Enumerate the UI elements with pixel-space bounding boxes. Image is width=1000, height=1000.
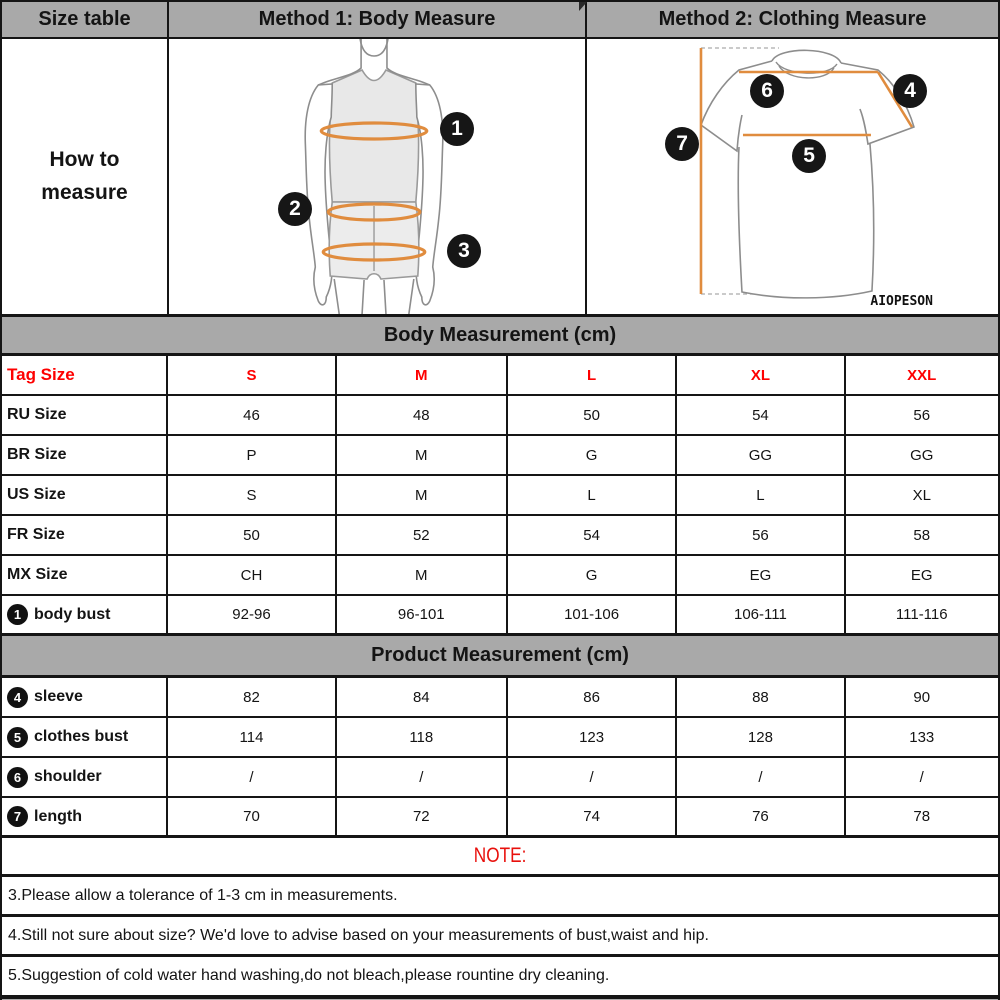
cell: XL bbox=[912, 486, 931, 504]
body-figure-drawing bbox=[169, 39, 585, 314]
note-item-5: 5.Suggestion of cold water hand washing,do not bleach,please rountine dry cleaning. bbox=[2, 957, 998, 999]
table-row-br-size bbox=[2, 436, 998, 476]
cell: 111-116 bbox=[895, 606, 948, 623]
circled-6-icon: 6 bbox=[7, 767, 28, 788]
cell: 106-111 bbox=[677, 596, 845, 633]
cell: 128 bbox=[677, 718, 845, 756]
cell: 52 bbox=[337, 516, 508, 554]
cell: EG bbox=[910, 566, 933, 584]
cell: / bbox=[919, 768, 924, 786]
row-label: 4 sleeve bbox=[2, 678, 168, 716]
method1-header: Method 1: Body Measure bbox=[169, 2, 587, 37]
row-label: 5 clothes bust bbox=[2, 718, 168, 756]
circled-1-icon: 1 bbox=[7, 604, 28, 625]
product-measurement-title: Product Measurement (cm) bbox=[2, 636, 998, 678]
cell: 123 bbox=[508, 718, 677, 756]
size-col-xxl: XXL bbox=[907, 366, 937, 384]
cell: 54 bbox=[508, 516, 677, 554]
cell: 56 bbox=[677, 516, 845, 554]
cell: 72 bbox=[337, 798, 508, 835]
table-row-clothes-bust bbox=[2, 718, 998, 758]
top-header-row bbox=[2, 2, 998, 39]
cell: 46 bbox=[168, 396, 336, 434]
row-label: RU Size bbox=[2, 396, 168, 434]
cell: G bbox=[508, 556, 677, 594]
cell: EG bbox=[677, 556, 845, 594]
illustration-row bbox=[2, 39, 998, 317]
cell: 70 bbox=[168, 798, 336, 835]
cell: / bbox=[337, 758, 508, 796]
marker-5-bust: 5 bbox=[792, 139, 826, 173]
size-col-m: M bbox=[337, 356, 508, 394]
note-title-row bbox=[2, 838, 998, 877]
corner-notch bbox=[579, 2, 587, 11]
body-measure-illustration bbox=[169, 39, 587, 314]
row-label: FR Size bbox=[2, 516, 168, 554]
marker-2-waist: 2 bbox=[278, 192, 312, 226]
row-label: US Size bbox=[2, 476, 168, 514]
circled-4-icon: 4 bbox=[7, 687, 28, 708]
row-label: 6 shoulder bbox=[2, 758, 168, 796]
cell: CH bbox=[168, 556, 336, 594]
table-row-length bbox=[2, 798, 998, 838]
cell: 86 bbox=[508, 678, 677, 716]
how-to-measure-label: How to measure bbox=[41, 147, 128, 204]
row-label: 1 body bust bbox=[2, 596, 168, 633]
cell: 84 bbox=[337, 678, 508, 716]
cell: / bbox=[677, 758, 845, 796]
table-row-mx-size bbox=[2, 556, 998, 596]
cell: P bbox=[168, 436, 336, 474]
marker-3-hip: 3 bbox=[447, 234, 481, 268]
cell: 74 bbox=[508, 798, 677, 835]
size-col-s: S bbox=[168, 356, 336, 394]
table-row-fr-size bbox=[2, 516, 998, 556]
how-to-measure-cell bbox=[2, 39, 169, 314]
marker-4-sleeve: 4 bbox=[893, 74, 927, 108]
marker-6-shoulder: 6 bbox=[750, 74, 784, 108]
note-item-4: 4.Still not sure about size? We'd love to advise based on your measurements of bust,waist and hip. bbox=[2, 917, 998, 957]
cell: GG bbox=[677, 436, 845, 474]
cell: S bbox=[168, 476, 336, 514]
cell: 118 bbox=[337, 718, 508, 756]
cell: M bbox=[337, 436, 508, 474]
cell: 50 bbox=[168, 516, 336, 554]
cell: 90 bbox=[913, 688, 931, 706]
cell: L bbox=[677, 476, 845, 514]
tag-size-label: Tag Size bbox=[2, 356, 168, 394]
table-row-shoulder bbox=[2, 758, 998, 798]
cell: G bbox=[508, 436, 677, 474]
cell: L bbox=[508, 476, 677, 514]
cell: M bbox=[337, 556, 508, 594]
cell: 58 bbox=[913, 526, 931, 544]
cell: 92-96 bbox=[168, 596, 336, 633]
cell: 76 bbox=[677, 798, 845, 835]
table-row-ru-size bbox=[2, 396, 998, 436]
table-row-sleeve bbox=[2, 678, 998, 718]
cell: / bbox=[168, 758, 336, 796]
cell: M bbox=[337, 476, 508, 514]
size-col-l: L bbox=[508, 356, 677, 394]
row-label: MX Size bbox=[2, 556, 168, 594]
note-title: NOTE: bbox=[473, 844, 527, 867]
cell: 101-106 bbox=[508, 596, 677, 633]
size-table-header: Size table bbox=[2, 2, 169, 37]
cell: 82 bbox=[168, 678, 336, 716]
row-label: 7 length bbox=[2, 798, 168, 835]
cell: 54 bbox=[677, 396, 845, 434]
cell: 96-101 bbox=[337, 596, 508, 633]
cell: GG bbox=[910, 446, 934, 464]
cell: 50 bbox=[508, 396, 677, 434]
brand-text: AIOPESON bbox=[870, 293, 933, 310]
clothing-measure-illustration bbox=[587, 39, 998, 314]
cell: 78 bbox=[913, 808, 931, 825]
method2-header: Method 2: Clothing Measure bbox=[587, 2, 998, 37]
tag-size-row bbox=[2, 356, 998, 396]
tshirt-drawing bbox=[587, 39, 998, 314]
row-label: BR Size bbox=[2, 436, 168, 474]
note-item-3: 3.Please allow a tolerance of 1-3 cm in measurements. bbox=[2, 877, 998, 917]
circled-5-icon: 5 bbox=[7, 727, 28, 748]
cell: 88 bbox=[677, 678, 845, 716]
circled-7-icon: 7 bbox=[7, 806, 28, 827]
cell: / bbox=[508, 758, 677, 796]
body-measurement-title: Body Measurement (cm) bbox=[2, 317, 998, 356]
cell: 114 bbox=[168, 718, 336, 756]
cell: 56 bbox=[913, 406, 931, 424]
table-row-body-bust bbox=[2, 596, 998, 636]
table-row-us-size bbox=[2, 476, 998, 516]
marker-7-length: 7 bbox=[665, 127, 699, 161]
cell: 48 bbox=[337, 396, 508, 434]
size-col-xl: XL bbox=[677, 356, 845, 394]
marker-1-bust: 1 bbox=[440, 112, 474, 146]
cell: 133 bbox=[909, 728, 935, 746]
